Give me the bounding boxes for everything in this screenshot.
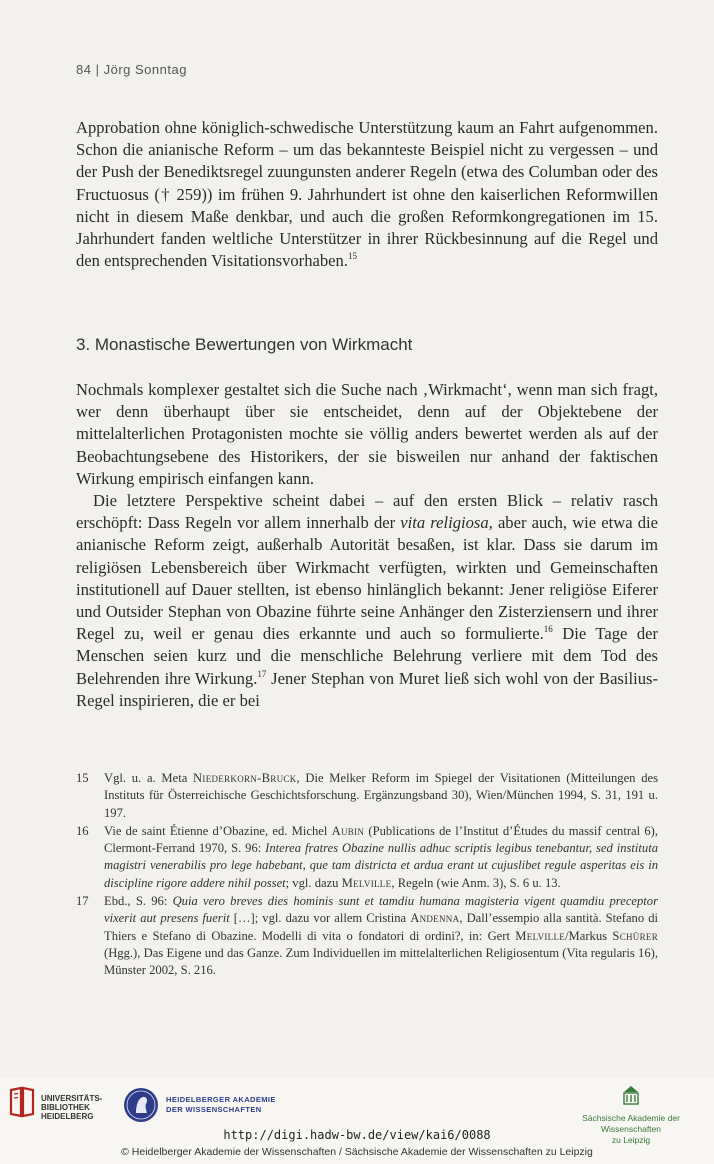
footnote-ref-15[interactable]: 15 <box>347 251 357 262</box>
footnote-17 <box>76 893 658 979</box>
fn-part: […]; vgl. dazu vor allem Cristina <box>229 911 411 926</box>
hadw-logo-text <box>166 1095 276 1115</box>
saw-building-icon <box>622 1084 640 1106</box>
fn-part: (Publications de l’Institut d’Études du massif central 6), Clermont-Ferrand 1970, S. 96: <box>104 823 658 856</box>
hadw-logo[interactable] <box>122 1086 276 1124</box>
copyright-notice: © Heidelberger Akademie der Wissenschaften / Sächsische Akademie der Wissenschaften zu Leipzig <box>121 1146 593 1158</box>
footnote-ref-17[interactable]: 17 <box>257 668 267 679</box>
hadw-line-2: DER WISSENSCHAFTEN <box>166 1105 262 1114</box>
paragraph-3-part-a: Die letztere Perspektive scheint dabei – auf den ersten Blick – relativ rasch erschöpft: Dass Regeln vor allem innerhalb der <box>76 491 658 533</box>
footnote-number: 16 <box>76 823 89 838</box>
fn-part: , Die Melker Reform im Spiegel der Visitationen (Mitteilungen des Instituts für Österreichische Geschichtsforschung. Ergänzungsband 30), Wien/München 1994, S. 31, 191 u. 197. <box>104 771 658 820</box>
fn-author: Melville <box>515 928 566 943</box>
ub-heidelberg-logo[interactable] <box>8 1086 102 1121</box>
hadw-line-1: HEIDELBERGER AKADEMIE <box>166 1095 276 1104</box>
footnotes <box>76 770 658 981</box>
fn-latin-quote: Interea fratres Obazine nullis adhuc scriptis legibus tenebantur, sed instituta magistri venerabilis pro lege habebant, que tam districta et ardua erant ut cujuslibet regule asperitas eis in discipline rigore addere nihil posset <box>104 841 659 890</box>
permalink-url[interactable]: http://digi.hadw-bw.de/view/kai6/0088 <box>223 1128 491 1142</box>
paragraph-2: Nochmals komplexer gestaltet sich die Suche nach ‚Wirkmacht‘, wenn man sich fragt, wer denn überhaupt über sie entscheidet, denn auf der Objektebene der mittelalterlichen Protagonisten mochte sie völlig anders bewertet werden als auf der Beobachtungsebene des Historikers, der sie bisweilen nur anhand der faktischen Wirkung empirisch einfangen kann. <box>76 380 658 488</box>
footnote-text <box>104 823 658 892</box>
ub-line-3: HEIDELBERG <box>41 1112 94 1121</box>
fn-author: Niederkorn-Bruck <box>193 771 297 785</box>
paragraph-1 <box>76 117 658 272</box>
footnote-number: 17 <box>76 894 89 909</box>
footnote-15 <box>76 770 658 822</box>
paragraph-3-part-c: Die Tage der Menschen seien kurz und die menschliche Belehrung verliere mit dem Tod des Belehrenden ihre Wirkung. <box>76 624 659 688</box>
fn-part: ; vgl. dazu <box>285 875 342 890</box>
fn-part: /Markus <box>565 928 613 943</box>
fn-author: Schürer <box>612 928 658 943</box>
fn-author: Andenna <box>410 911 460 926</box>
paragraph-3-italic: vita religiosa <box>400 513 489 533</box>
header-author: Jörg Sonntag <box>103 62 187 77</box>
saw-line-2: zu Leipzig <box>611 1135 651 1145</box>
footnote-ref-16[interactable]: 16 <box>543 624 553 635</box>
paragraph-3-part-b: , aber auch, wie etwa die anianische Reform zeigt, außerhalb Autorität besaßen, ist klar. Dass sie darum im religiösen Lebensbereich über Wirkmacht verfügten, wirkten und Gemeinschaften institutionell auf Dauer stellten, ist ebenso hinlänglich bekannt: Jener religiöse Eiferer und Outsider Stephan von Obazine führte seine Anhänger den Zisterziensern und ihrer Regel zu, weil er genau dies erkannte und auch so formulierte. <box>76 513 658 644</box>
page-number: 84 <box>76 62 92 77</box>
footnote-number: 15 <box>76 771 89 785</box>
fn-latin-quote: Quia vero breves dies hominis sunt et tamdiu humana magisteria vigent quamdiu preceptor vixerit aut presens fuerit <box>104 894 658 926</box>
hadw-seal-icon <box>122 1086 160 1124</box>
fn-author: Aubin <box>331 823 365 838</box>
fn-part: (Hgg.), Das Eigene und das Ganze. Zum Individuellen im mittelalterlichen Religiosentum (Vita regularis 16), Münster 2002, S. 216. <box>104 945 658 978</box>
saw-line-1: Sächsische Akademie der Wissenschaften <box>582 1113 680 1134</box>
ub-logo-icon <box>8 1086 36 1118</box>
header-separator: | <box>95 62 100 77</box>
paragraph-3 <box>76 490 658 712</box>
ub-line-2: BIBLIOTHEK <box>41 1103 90 1112</box>
fn-part: Vie de saint Étienne d’Obazine, ed. Michel <box>104 823 332 838</box>
fn-part: Vgl. u. a. Meta <box>104 771 194 785</box>
section-body <box>76 379 658 712</box>
paragraph-3-part-d: Jener Stephan von Muret ließ sich wohl von der Basilius-Regel inspirieren, die er bei <box>76 668 658 710</box>
ub-line-1: UNIVERSITÄTS- <box>41 1094 103 1103</box>
fn-part: Ebd., S. 96: <box>104 894 173 909</box>
fn-part: , Regeln (wie Anm. 3), S. 6 u. 13. <box>391 875 561 890</box>
footnote-text <box>104 770 658 822</box>
running-header <box>76 62 187 77</box>
footnote-text <box>104 893 658 979</box>
paragraph-1-text: Approbation ohne königlich-schwedische Unterstützung kaum an Fahrt aufgenommen. Schon die anianische Reform – um das bekannteste Beispiel nicht zu vergessen – und der Push der Benediktsregel zuungunsten anderer Regeln (etwa des Columban oder des Fructuosus († 259)) im frühen 9. Jahrhundert ist ohne den kaiserlichen Reformwillen nicht in diesem Maße denkbar, und auch die großen Reformkongregationen im 15. Jahrhundert fanden weltliche Unterstützer in ihrer Rückbesinnung auf die Regel und den entsprechenden Visitationsvorhaben. <box>76 118 658 271</box>
fn-part: , Dall’essempio alla santità. Stefano di Thiers e Stefano di Obazine. Modelli di vita o fondatori di ordini?, in: Gert <box>104 911 658 943</box>
ub-logo-text <box>41 1094 102 1121</box>
section-heading: 3. Monastische Bewertungen von Wirkmacht <box>76 335 413 354</box>
fn-author: Melville <box>341 875 392 890</box>
footnote-16 <box>76 823 658 892</box>
